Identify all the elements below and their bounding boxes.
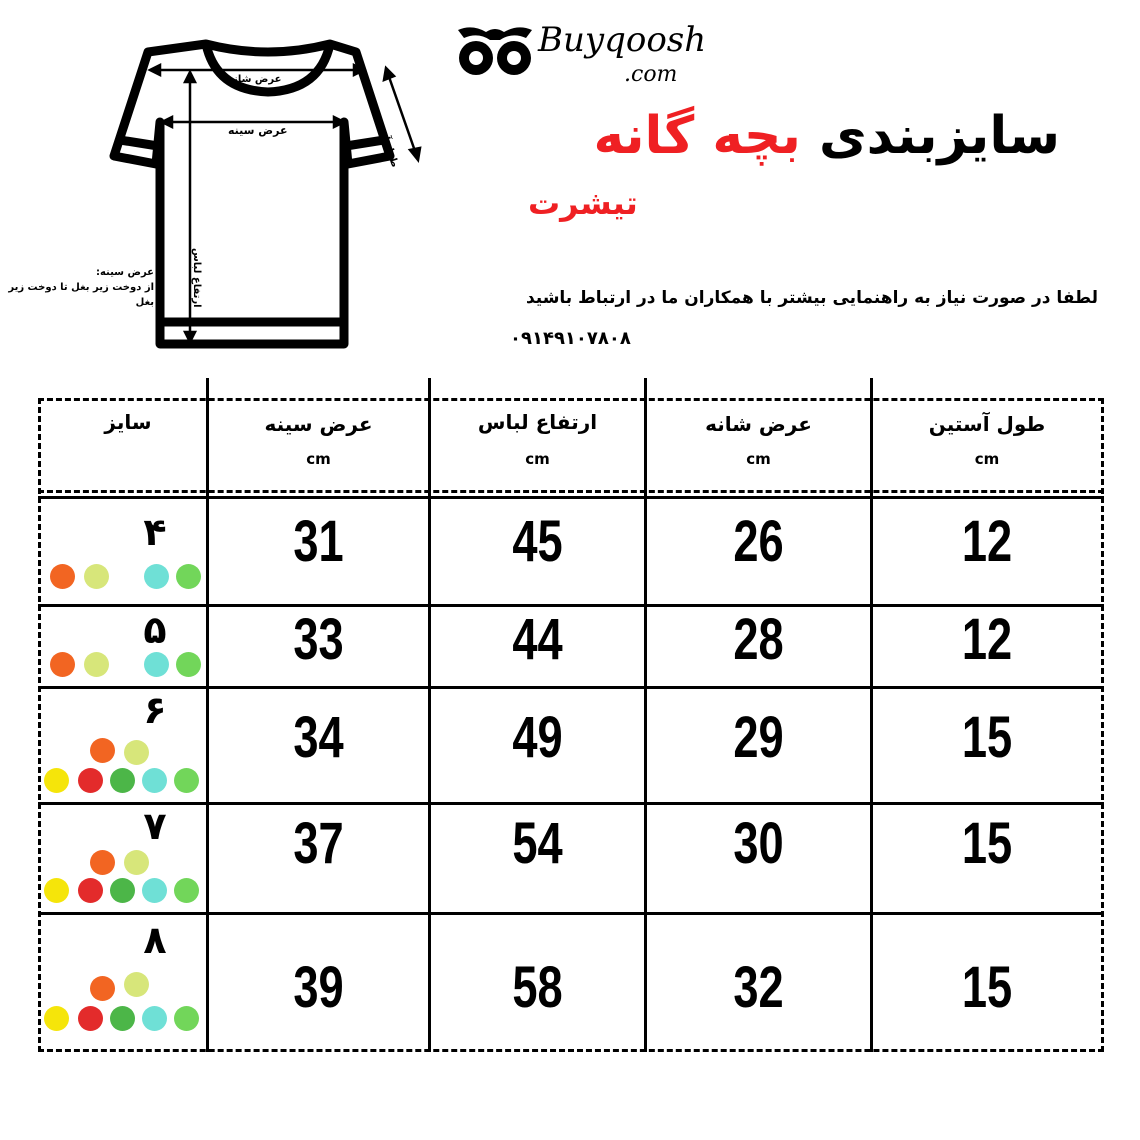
column-divider [428, 378, 431, 1052]
sleeve-value: 12 [961, 509, 1013, 574]
color-dot [50, 564, 75, 589]
color-dot [142, 878, 167, 903]
color-dot [142, 1006, 167, 1031]
header-length-unit: cm [525, 450, 550, 468]
color-dot [78, 768, 103, 793]
title-main: سایزبندی [819, 106, 1060, 166]
color-dot [44, 878, 69, 903]
color-dot [144, 652, 169, 677]
color-dot [174, 878, 199, 903]
shoulder-value: 28 [733, 607, 784, 672]
header-chest-unit: cm [306, 450, 331, 468]
color-dot [84, 652, 109, 677]
chest-note-text: از دوخت زیر بغل تا دوخت زیر بغل [8, 282, 154, 308]
color-dot [90, 976, 115, 1001]
sleeve-value: 15 [961, 955, 1013, 1020]
size-value: ۵ [143, 608, 167, 652]
color-dot [78, 1006, 103, 1031]
chest-label: عرض سینه [228, 124, 288, 137]
color-dot [110, 1006, 135, 1031]
color-dot [176, 564, 201, 589]
shoulder-value: 26 [733, 509, 784, 574]
color-dot [144, 564, 169, 589]
sleeve-value: 15 [961, 705, 1013, 770]
size-value: ۸ [143, 918, 167, 962]
color-dot [142, 768, 167, 793]
color-dot [110, 768, 135, 793]
table-border-left [38, 398, 41, 1052]
chest-value: 34 [293, 705, 344, 770]
column-divider [870, 378, 873, 1052]
phone-number: ۰۹۱۴۹۱۰۷۸۰۸ [510, 328, 631, 349]
sleeve-label: طول آستین [371, 110, 401, 169]
chest-value: 39 [293, 955, 344, 1020]
table-border-bottom [38, 1049, 1104, 1052]
size-value: ۴ [143, 510, 167, 554]
color-dot [124, 740, 149, 765]
shoulder-value: 32 [733, 955, 784, 1020]
column-divider [206, 378, 209, 1052]
size-value: ۶ [143, 688, 167, 732]
header-shoulder: عرض شانه [705, 412, 812, 436]
sleeve-value: 12 [961, 607, 1013, 672]
page-title [593, 106, 1060, 166]
length-value: 54 [512, 811, 563, 876]
color-dot [78, 878, 103, 903]
table-row-divider [38, 912, 1104, 915]
color-dot [124, 972, 149, 997]
header-shoulder-unit: cm [746, 450, 771, 468]
column-divider [644, 378, 647, 1052]
chest-value: 31 [293, 509, 344, 574]
chest-measure-note [4, 265, 154, 310]
header-length: ارتفاع لباس [477, 410, 598, 434]
tshirt-diagram [98, 30, 438, 360]
color-dot [44, 768, 69, 793]
header-sleeve: طول آستین [928, 412, 1046, 436]
header-size: سایز [104, 410, 152, 434]
header-sleeve-unit: cm [974, 450, 1000, 468]
color-dot [110, 878, 135, 903]
table-row-top [38, 496, 1104, 499]
color-dot [44, 1006, 69, 1031]
sleeve-value: 15 [961, 811, 1013, 876]
length-label: ارتفاع لباس [191, 248, 202, 308]
color-dot [174, 768, 199, 793]
shoulder-value: 30 [733, 811, 784, 876]
chest-note-title: عرض سینه: [95, 267, 154, 278]
logo-domain: .com [624, 62, 678, 87]
brand-logo [452, 14, 707, 94]
color-dot [124, 850, 149, 875]
length-value: 45 [512, 509, 563, 574]
color-dot [90, 850, 115, 875]
color-dot [50, 652, 75, 677]
color-dot [174, 1006, 199, 1031]
color-dot [90, 738, 115, 763]
shoulder-label: عرض شانه [228, 74, 282, 85]
color-dot [84, 564, 109, 589]
shoulder-value: 29 [733, 705, 784, 770]
length-value: 49 [512, 705, 563, 770]
size-value: ۷ [143, 804, 167, 848]
page-subtitle: تیشرت [528, 184, 638, 222]
table-header-divider [38, 490, 1104, 493]
table-border-right [1101, 398, 1104, 1052]
table-border-top [38, 398, 1104, 401]
title-kids: بچه گانه [593, 106, 801, 166]
chest-value: 37 [293, 811, 344, 876]
header-chest: عرض سینه [264, 412, 373, 436]
length-value: 58 [512, 955, 563, 1020]
owl-eyes-icon [452, 22, 538, 82]
logo-wordmark: Buyqoosh [538, 20, 707, 60]
contact-note: لطفا در صورت نیاز به راهنمایی بیشتر با همکاران ما در ارتباط باشید [525, 288, 1098, 308]
size-table [38, 398, 1104, 1052]
color-dot [176, 652, 201, 677]
length-value: 44 [512, 607, 563, 672]
chest-value: 33 [293, 607, 344, 672]
